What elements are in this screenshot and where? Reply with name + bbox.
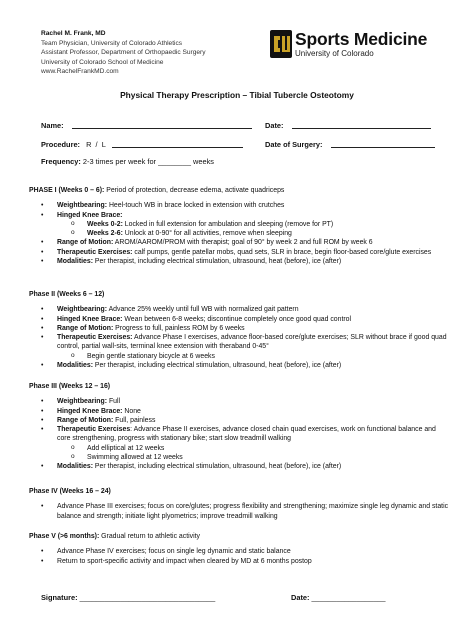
list-item: o Weeks 2-6: Unlock at 0-90° for all activities, remove when sleeping (57, 229, 449, 238)
list-item: • Modalities: Per therapist, including electrical stimulation, ultrasound, heat (before), ice (after) (29, 361, 449, 370)
list-item: • Weightbearing: Full (29, 397, 449, 406)
list-item: • Advance Phase III exercises; focus on core/glutes; progress flexibility and strengthening; maximize single leg dynamic and static balance and strength; initiate light plyometrics; improve treadmill walking (29, 502, 449, 521)
list-item: • Therapeutic Exercises: calf pumps, gentle patellar mobs, quad sets, SLR in brace, begin floor-based core/glute exercises (29, 248, 449, 257)
phase-3-heading: Phase III (Weeks 12 – 16) (29, 383, 111, 390)
list-item: • Advance Phase IV exercises; focus on single leg dynamic and static balance (29, 547, 449, 556)
phase-4-section (29, 487, 449, 521)
phase-3-section (29, 382, 449, 472)
list-item: • Return to sport-specific activity and impact when cleared by MD at 6 months postop (29, 557, 449, 566)
signature-label: Signature: (41, 593, 78, 602)
list-item: • Modalities: Per therapist, including electrical stimulation, ultrasound, heat (before), ice (after) (29, 462, 449, 471)
list-item: • Hinged Knee Brace: o Weeks 0-2: Locked in full extension for ambulation and sleeping (remove for PT) o Weeks 2-6: Unlock at 0-90° for all activities, remove when sleeping (29, 211, 449, 239)
phase-5-heading: Phase V (>6 months): Gradual return to athletic activity (29, 533, 200, 540)
list-item: • Hinged Knee Brace: None (29, 407, 449, 416)
list-item: o Begin gentle stationary bicycle at 6 weeks (57, 352, 449, 361)
signature-field[interactable] (41, 593, 215, 602)
surgery-date-input-line[interactable] (331, 139, 435, 148)
surgery-date-label: Date of Surgery: (265, 140, 323, 149)
list-item: o Swimming allowed at 12 weeks (57, 453, 449, 462)
name-field[interactable] (41, 120, 252, 130)
list-item: o Weeks 0-2: Locked in full extension for ambulation and sleeping (remove for PT) (57, 220, 449, 229)
list-item: • Therapeutic Exercises: Advance Phase II exercises, advance closed chain quad exercises, work on functional balance and core strengthening, progress with stationary bike; start slow treadmill walking o Add elliptical at 12 weeks o Swimming allowed at 12 weeks (29, 425, 449, 462)
date-label: Date: (265, 121, 284, 130)
phase-5-section (29, 532, 449, 566)
list-item: • Therapeutic Exercises: Advance Phase I exercises, advance floor-based core/glute exercises; SLR without brace if good quad control, partial wall-sits, terminal knee extension with theraband 0-45° o Begin gentle stationary bicycle at 6 weeks (29, 333, 449, 361)
procedure-field[interactable] (41, 139, 243, 149)
phase-4-list (29, 502, 449, 521)
frequency-text: 2-3 times per week for ________ weeks (82, 157, 214, 166)
physician-title: Team Physician, University of Colorado Athletics (41, 39, 183, 47)
document-title: Physical Therapy Prescription – Tibial Tubercle Osteotomy (120, 90, 354, 100)
list-item: • Weightbearing: Advance 25% weekly until full WB with normalized gait pattern (29, 305, 449, 314)
phase-3-list (29, 397, 449, 471)
phase-1-section (29, 186, 449, 266)
procedure-label: Procedure: (41, 140, 81, 149)
phase-5-list (29, 547, 449, 566)
phase-1-heading: PHASE I (Weeks 0 – 6): Period of protection, decrease edema, activate quadriceps (29, 187, 285, 194)
physician-position: Assistant Professor, Department of Orthopaedic Surgery (41, 49, 206, 57)
logo-university: University of Colorado (295, 49, 374, 58)
footer-date-line[interactable]: __________________ (311, 593, 386, 602)
frequency-field[interactable] (41, 157, 214, 166)
physician-website[interactable]: www.RachelFrankMD.com (41, 68, 119, 76)
list-item: • Range of Motion: AROM/AAROM/PROM with therapist; goal of 90° by week 2 and full ROM by week 6 (29, 238, 449, 247)
list-item: • Hinged Knee Brace: Wean between 6-8 weeks; discontinue completely once good quad control (29, 315, 449, 324)
name-input-line[interactable] (72, 120, 252, 129)
phase-1-list (29, 201, 449, 266)
list-item: • Range of Motion: Progress to full, painless ROM by 6 weeks (29, 324, 449, 333)
procedure-input-line[interactable] (112, 139, 243, 148)
frequency-label: Frequency: (41, 157, 81, 166)
date-field[interactable] (265, 120, 431, 130)
sports-medicine-logo (270, 30, 455, 60)
surgery-date-field[interactable] (265, 139, 435, 149)
physician-school: University of Colorado School of Medicine (41, 58, 164, 66)
physician-info (41, 29, 206, 77)
list-item: • Modalities: Per therapist, including electrical stimulation, ultrasound, heat (before), ice (after) (29, 257, 449, 266)
phase-2-heading: Phase II (Weeks 6 – 12) (29, 291, 105, 298)
list-item: • Range of Motion: Full, painless (29, 416, 449, 425)
logo-brand: Sports Medicine (295, 29, 428, 49)
phase-2-section (29, 290, 449, 370)
phase-2-list (29, 305, 449, 370)
date-input-line[interactable] (292, 120, 431, 129)
name-label: Name: (41, 121, 64, 130)
footer-date-label: Date: (291, 593, 310, 602)
list-item: o Add elliptical at 12 weeks (57, 444, 449, 453)
footer-date-field[interactable] (291, 593, 386, 602)
cu-logo-icon (270, 30, 292, 58)
phase-4-heading: Phase IV (Weeks 16 – 24) (29, 488, 111, 495)
signature-line[interactable]: _________________________________ (79, 593, 216, 602)
procedure-side-options[interactable]: R / L (86, 140, 106, 149)
physician-name: Rachel M. Frank, MD (41, 30, 106, 37)
list-item: • Weightbearing: Heel-touch WB in brace locked in extension with crutches (29, 201, 449, 210)
